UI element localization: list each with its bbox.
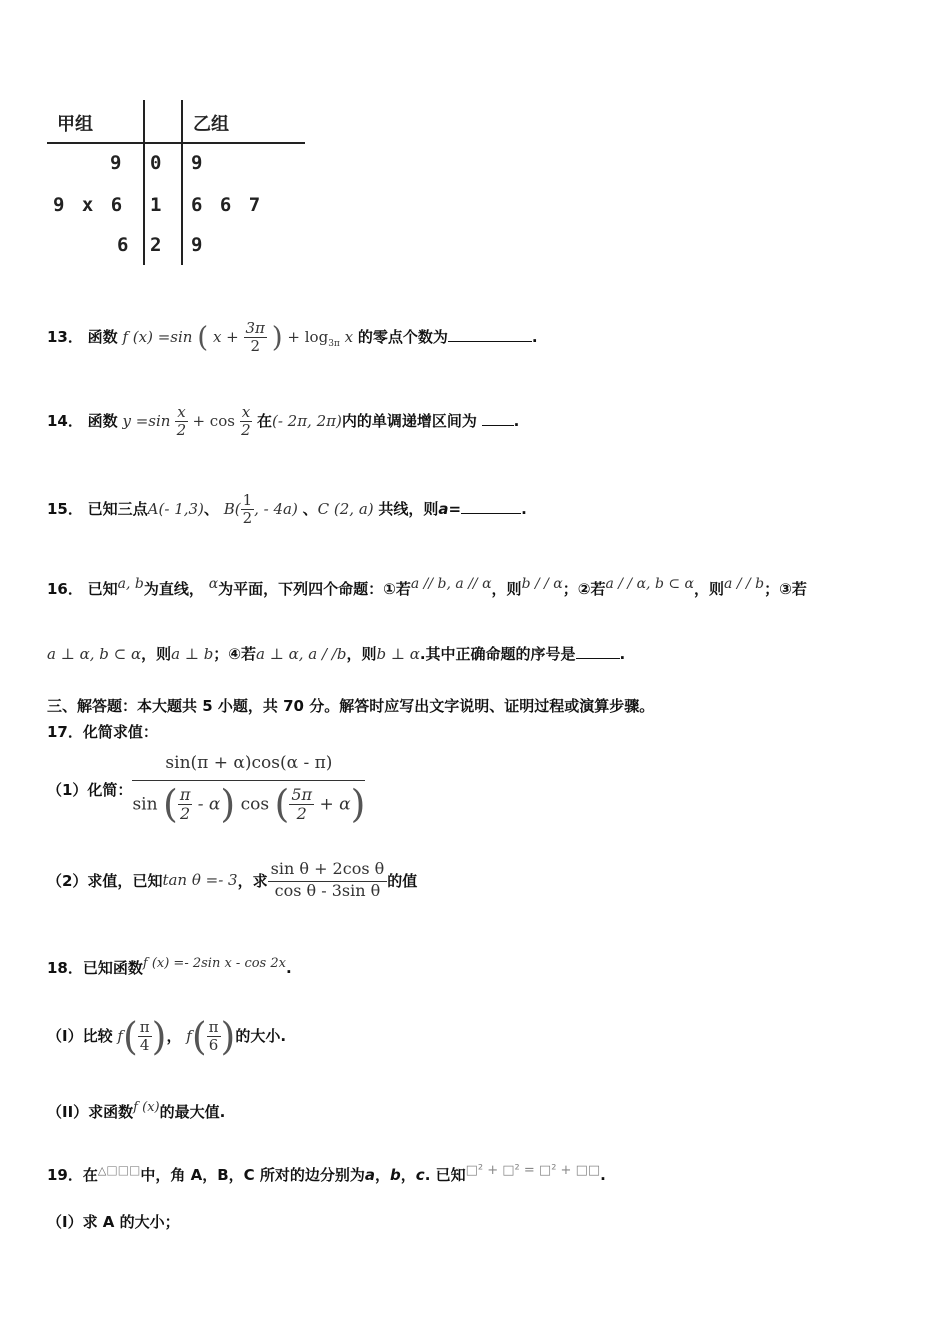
q15-point-c: C (2, a) bbox=[317, 500, 374, 518]
q16-cond-1: a // b, a // α bbox=[410, 576, 492, 592]
q17-title: 17．化简求值： bbox=[47, 723, 158, 741]
q13-answer-blank[interactable] bbox=[448, 327, 532, 342]
q16-result-2: a / / b bbox=[724, 576, 765, 592]
q17-part-1 bbox=[47, 752, 365, 832]
q15-prefix: 已知三点 bbox=[87, 500, 148, 518]
q14-fraction-2: $\frac{x}{2}$ bbox=[241, 402, 251, 439]
right-divider bbox=[181, 100, 183, 265]
q18-pi-over-6: $\frac{\pi}{6}$ bbox=[208, 1017, 219, 1054]
q16-suffix: .其中正确命题的序号是 bbox=[419, 645, 576, 663]
q18-function: f (x) =- 2sin x - cos 2x bbox=[142, 956, 286, 971]
q18-p2-fx: f (x) bbox=[133, 1100, 160, 1115]
row1-left: 9 bbox=[110, 152, 122, 174]
q14-interval: (- 2π, 2π) bbox=[271, 412, 342, 430]
q18-p1-end: 的大小. bbox=[235, 1027, 287, 1045]
q19-part-1: （Ⅰ）求 A 的大小； bbox=[47, 1213, 180, 1231]
q19-equation: □² + □² = □² + □□ bbox=[465, 1163, 601, 1178]
q19-text: 中，角 A，B，C 所对的边分别为 bbox=[140, 1166, 365, 1184]
q15-number: 15． bbox=[47, 500, 83, 518]
row1-stem: 0 bbox=[150, 152, 162, 174]
q14-fraction-1: $\frac{x}{2}$ bbox=[176, 402, 187, 439]
q18-p1-label: （I）比较 bbox=[47, 1027, 113, 1045]
q16-result-3: a ⊥ b bbox=[171, 645, 214, 663]
question-19: 19．在△□□□中，角 A，B，C 所对的边分别为a，b，c. 已知$^{□^2 + □^2 = □^2 + □□}$. bbox=[47, 1163, 606, 1184]
q14-in: 在 bbox=[256, 412, 272, 430]
question-16: 16． 已知$^{a, b}$为直线， $^\alpha$为平面，下列四个命题：①若$^{a // b, a // \alpha}$，则$^{b / / \alpha}$；②若$^{a / / \alpha, b \subset \alpha}$，则$^{a / / b}$；③若 bbox=[47, 576, 807, 598]
q18-part-1: （I）比较 f( $\frac{\pi}{4}$ )， f( $\frac{\pi}{6}$ )的大小. bbox=[47, 1014, 287, 1059]
q13-function: f (x) =sin bbox=[122, 328, 193, 346]
q16-alpha: α bbox=[208, 576, 219, 592]
q16-result-1: b / / α bbox=[521, 576, 563, 592]
section-3-heading: 三、解答题：本大题共 5 小题，共 70 分。解答时应写出文字说明、证明过程或演算步骤。 bbox=[47, 697, 655, 715]
q19-triangle-name: □□□ bbox=[106, 1163, 141, 1177]
header-divider bbox=[47, 142, 305, 144]
q15-point-a: A(- 1,3) bbox=[147, 500, 204, 518]
row2-right: 6 6 7 bbox=[191, 194, 261, 216]
q16-cond-3: a ⊥ α, b ⊂ α bbox=[47, 645, 142, 663]
row3-stem: 2 bbox=[150, 234, 162, 256]
q14-answer-blank[interactable] bbox=[482, 411, 514, 426]
q16-answer-blank[interactable] bbox=[576, 644, 620, 659]
q13-fraction: $\frac{3\pi}{2}$ bbox=[245, 318, 265, 355]
row2-left: 9 x 6 bbox=[53, 194, 123, 216]
q15-suffix: 共线，则 bbox=[378, 500, 439, 518]
q14-suffix: 内的单调递增区间为 bbox=[341, 412, 477, 430]
q18-pi-over-4: $\frac{\pi}{4}$ bbox=[139, 1017, 150, 1054]
q16-cond-2: a / / α, b ⊂ α bbox=[605, 576, 695, 592]
q13-x-plus: x + bbox=[212, 328, 239, 346]
q18-p2-label: （II）求函数 bbox=[47, 1103, 134, 1121]
q13-log: + log bbox=[287, 328, 329, 346]
q17-p1-label: （1）化简： bbox=[47, 780, 133, 799]
left-divider bbox=[143, 100, 145, 265]
q14-prefix: 函数 bbox=[87, 412, 118, 430]
q19-number: 19． bbox=[47, 1166, 83, 1184]
row3-right: 9 bbox=[191, 234, 203, 256]
q16-cond-4: a ⊥ α, a / /b bbox=[256, 645, 347, 663]
q13-suffix: 的零点个数为 bbox=[357, 328, 448, 346]
q14-y-sin: y =sin bbox=[122, 412, 171, 430]
row1-right: 9 bbox=[191, 152, 203, 174]
group-b-header: 乙组 bbox=[193, 114, 229, 135]
q13-number: 13． bbox=[47, 328, 83, 346]
q13-log-base: 3π bbox=[328, 339, 340, 349]
q16-number: 16． bbox=[47, 580, 83, 598]
q18-title: 18．已知函数 bbox=[47, 959, 143, 977]
q17-p2-tan: tan θ =- 3 bbox=[162, 871, 238, 890]
q13-log-arg: x bbox=[344, 328, 354, 346]
q15-point-b: B( bbox=[223, 500, 241, 518]
q16-result-4: b ⊥ α bbox=[376, 645, 420, 663]
q17-p1-expression bbox=[132, 752, 365, 826]
question-18: 18．已知函数$^{f (x) =- 2sin x - cos 2x}$. bbox=[47, 956, 292, 977]
triangle-icon: △ bbox=[97, 1164, 107, 1177]
question-13: 13． 函数 f (x) =sin ( x + $\frac{3\pi}{2}$ ) + $\log_{3\pi} x$ 的零点个数为 . bbox=[47, 318, 538, 355]
group-a-header: 甲组 bbox=[57, 114, 93, 135]
q17-p2-expression: $\frac{\text{sin θ + 2cos θ}}{\text{cos θ - 3sin θ}}$ bbox=[268, 860, 388, 901]
q18-part-2: （II）求函数$^{f (x)}$的最大值. bbox=[47, 1100, 226, 1121]
q17-part-2: （2）求值，已知tan θ =- 3，求 $\frac{\text{sin θ + 2cos θ}}{\text{cos θ - 3sin θ}}$ 的值 bbox=[47, 859, 418, 901]
stem-leaf-table bbox=[47, 100, 307, 270]
q15-answer-blank[interactable] bbox=[461, 499, 521, 514]
q17-p2-label: （2）求值，已知 bbox=[47, 871, 163, 890]
q16-statements-intro: 为平面，下列四个命题：①若 bbox=[218, 580, 411, 598]
question-15: 15． 已知三点A(- 1,3)、 B( $\frac{1}{2}$ , - 4a) 、C (2, a) 共线，则a= . bbox=[47, 490, 527, 527]
question-16-line-2: a ⊥ α, b ⊂ α，则a ⊥ b；④若a ⊥ α, a / /b，则b ⊥ α.其中正确命题的序号是 . bbox=[47, 645, 626, 663]
q16-ab: a, b bbox=[117, 576, 144, 592]
q17-p1-numerator: sin(π + α)cos(α - π) bbox=[132, 752, 365, 781]
q17-p1-denominator: sin ( $\frac{\pi}{2}$ - α) cos ( $\frac{5\pi}{2}$ + α) bbox=[132, 781, 366, 826]
q13-prefix: 函数 bbox=[87, 328, 118, 346]
row3-left: 6 bbox=[117, 234, 129, 256]
question-14: 14． 函数 y =sin $\frac{x}{2}$ + cos $\frac{x}{2}$ 在(- 2π, 2π)内的单调递增区间为 . bbox=[47, 402, 520, 439]
q14-number: 14． bbox=[47, 412, 83, 430]
q14-plus-cos: + cos bbox=[192, 412, 235, 430]
q15-point-b-fraction: $\frac{1}{2}$ bbox=[242, 490, 253, 527]
row2-stem: 1 bbox=[150, 194, 162, 216]
